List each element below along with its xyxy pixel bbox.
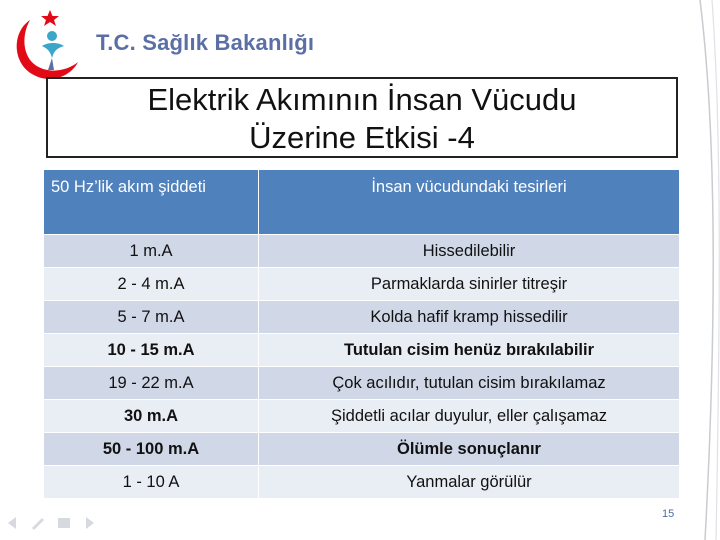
header-effect: İnsan vücudundaki tesirleri <box>259 170 680 235</box>
page-number: 15 <box>662 508 675 520</box>
org-name: T.C. Sağlık Bakanlığı <box>96 30 315 55</box>
title-line-2: Üzerine Etkisi -4 <box>249 120 475 155</box>
menu-icon[interactable] <box>58 518 70 528</box>
cell-effect: Şiddetli acılar duyulur, eller çalışamaz <box>259 400 680 433</box>
table-header-row <box>44 170 680 235</box>
cell-current: 10 - 15 m.A <box>44 334 259 367</box>
next-icon[interactable] <box>86 517 94 529</box>
cell-current: 1 - 10 A <box>44 466 259 499</box>
cell-current: 30 m.A <box>44 400 259 433</box>
cell-effect: Ölümle sonuçlanır <box>259 433 680 466</box>
cell-effect: Hissedilebilir <box>259 235 680 268</box>
table-row <box>44 400 680 433</box>
table-row <box>44 433 680 466</box>
table-row <box>44 466 680 499</box>
cell-effect: Yanmalar görülür <box>259 466 680 499</box>
header-current: 50 Hz’lik akım şiddeti <box>44 170 259 235</box>
table-row <box>44 268 680 301</box>
slide-title <box>46 77 678 158</box>
table-row <box>44 301 680 334</box>
table-row <box>44 235 680 268</box>
cell-effect: Parmaklarda sinirler titreşir <box>259 268 680 301</box>
pen-icon[interactable] <box>32 518 44 530</box>
cell-current: 2 - 4 m.A <box>44 268 259 301</box>
cell-effect: Çok acılıdır, tutulan cisim bırakılamaz <box>259 367 680 400</box>
ministry-of-health-logo <box>8 6 88 86</box>
table-row <box>44 334 680 367</box>
cell-effect: Tutulan cisim henüz bırakılabilir <box>259 334 680 367</box>
cell-effect: Kolda hafif kramp hissedilir <box>259 301 680 334</box>
cell-current: 1 m.A <box>44 235 259 268</box>
cell-current: 19 - 22 m.A <box>44 367 259 400</box>
previous-icon[interactable] <box>8 517 16 529</box>
current-effects-table <box>43 169 680 499</box>
slideshow-nav <box>4 512 104 534</box>
cell-current: 5 - 7 m.A <box>44 301 259 334</box>
title-line-1: Elektrik Akımının İnsan Vücudu <box>147 82 577 117</box>
table-row <box>44 367 680 400</box>
cell-current: 50 - 100 m.A <box>44 433 259 466</box>
